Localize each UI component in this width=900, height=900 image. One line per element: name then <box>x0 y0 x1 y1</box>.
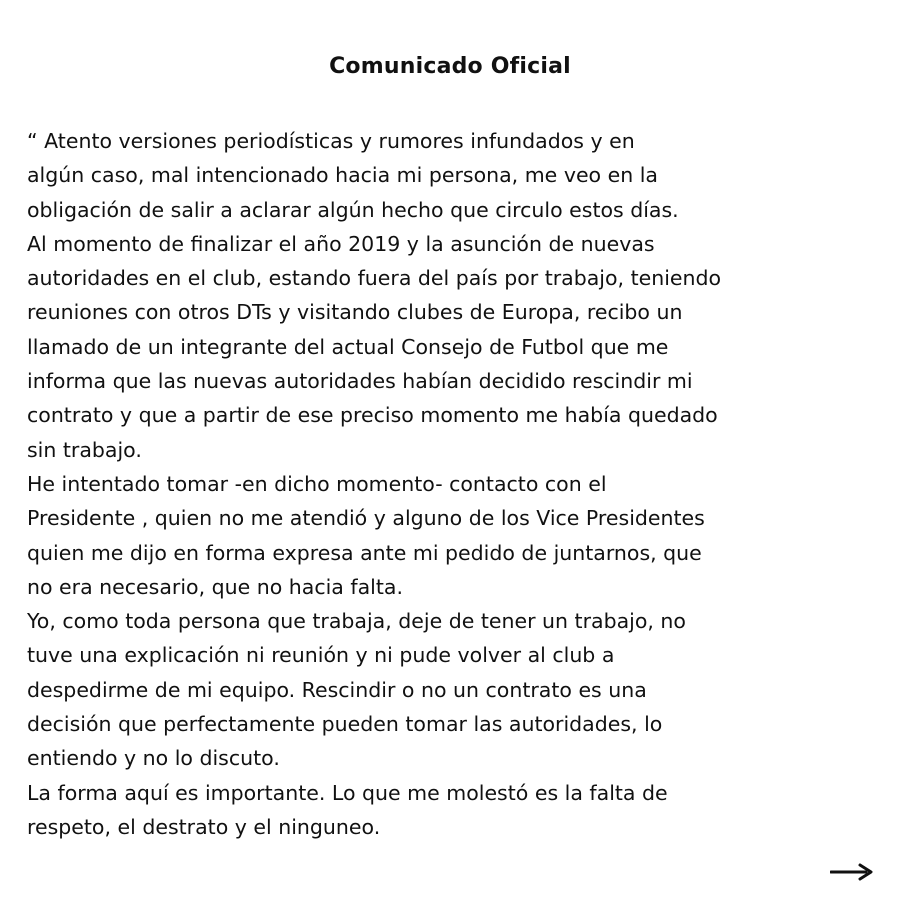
body-line: no era necesario, que no hacia falta. <box>27 574 403 599</box>
body-line: Yo, como toda persona que trabaja, deje de tener un trabajo, no <box>27 609 686 634</box>
body-line: decisión que perfectamente pueden tomar las autoridades, lo <box>27 712 663 737</box>
body-line: “ Atento versiones periodísticas y rumores infundados y en <box>27 129 635 153</box>
body-line: entiendo y no lo discuto. <box>27 746 280 771</box>
body-line: autoridades en el club, estando fuera del país por trabajo, teniendo <box>27 266 722 291</box>
body-line: He intentado tomar -en dicho momento- contacto con el <box>27 471 607 496</box>
body-line: tuve una explicación ni reunión y ni pude volver al club a <box>27 643 615 668</box>
document-body <box>27 124 873 844</box>
arrow-right-icon[interactable] <box>830 862 874 882</box>
body-line: obligación de salir a aclarar algún hecho que circulo estos días. <box>27 197 679 222</box>
body-line: llamado de un integrante del actual Consejo de Futbol que me <box>27 334 669 359</box>
body-line: La forma aquí es importante. Lo que me molestó es la falta de <box>27 780 668 805</box>
body-line: respeto, el destrato y el ninguneo. <box>27 814 381 839</box>
body-line: sin trabajo. <box>27 437 142 462</box>
body-line: Al momento de finalizar el año 2019 y la asunción de nuevas <box>27 231 655 256</box>
body-line: Presidente , quien no me atendió y alguno de los Vice Presidentes <box>27 506 705 531</box>
body-line: informa que las nuevas autoridades habían decidido rescindir mi <box>27 369 693 394</box>
body-line: quien me dijo en forma expresa ante mi pedido de juntarnos, que <box>27 540 702 565</box>
body-line: algún caso, mal intencionado hacia mi persona, me veo en la <box>27 163 658 188</box>
body-line: reuniones con otros DTs y visitando clubes de Europa, recibo un <box>27 300 683 325</box>
document-title: Comunicado Oficial <box>329 54 571 79</box>
body-line: contrato y que a partir de ese preciso momento me había quedado <box>27 403 718 428</box>
body-line: despedirme de mi equipo. Rescindir o no un contrato es una <box>27 677 647 702</box>
